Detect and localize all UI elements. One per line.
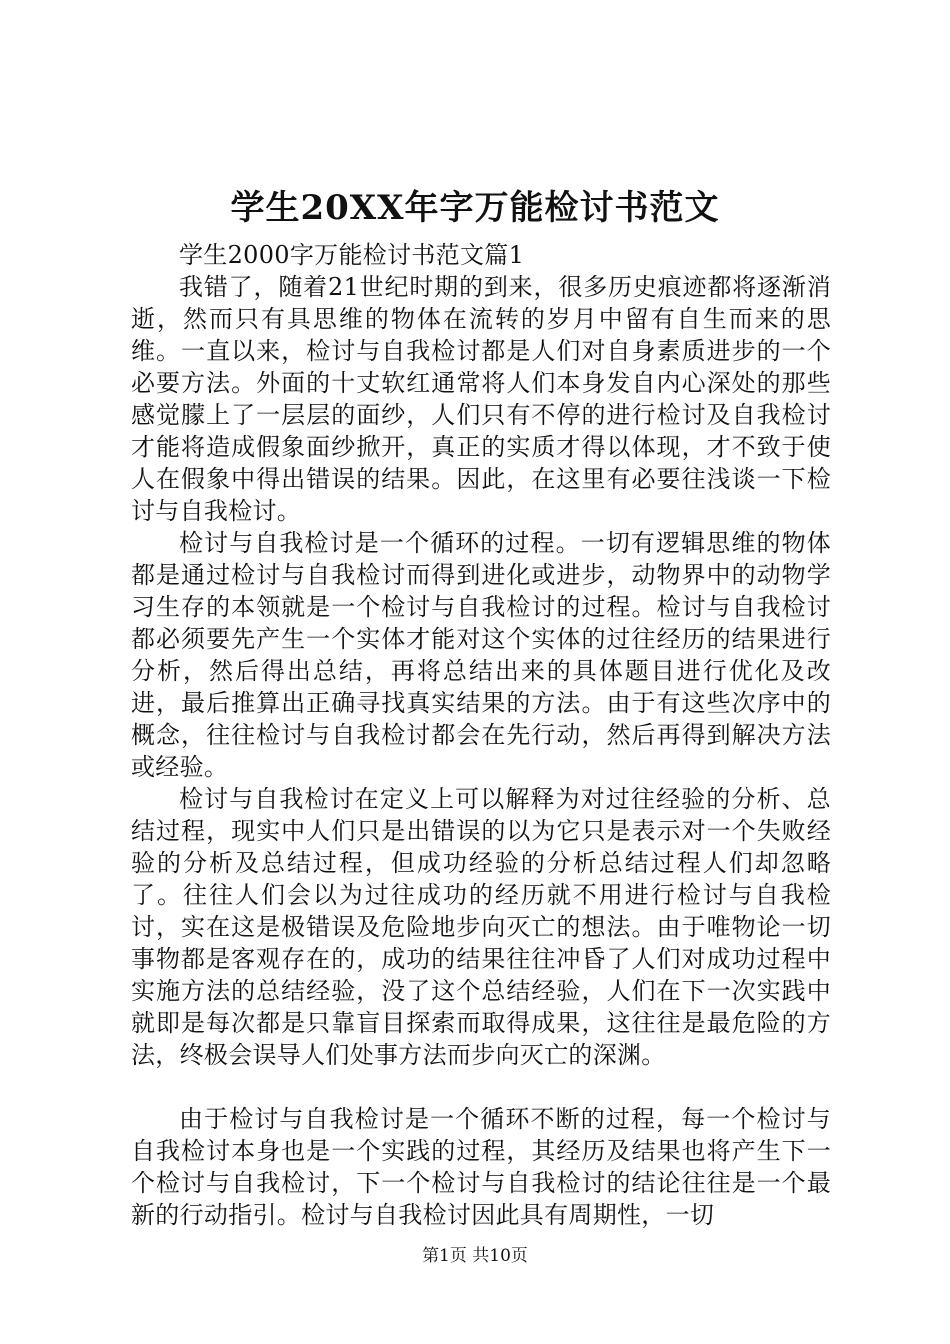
document-title: 学生20XX年字万能检讨书范文 — [230, 188, 720, 228]
paragraph: 检讨与自我检讨在定义上可以解释为对过往经验的分析、总结过程，现实中人们只是出错误的以为它只是表示对一个失败经验的分析及总结过程，但成功经验的分析总结过程人们却忽略了。往往人们会以为过往成功的经历就不用进行检讨与自我检讨，实在这是极错误及危险地步向灭亡的想法。由于唯物论一切事物都是客观存在的，成功的结果往往冲昏了人们对成功过程中实施方法的总结经验，没了这个总结经验，人们在下一次实践中就即是每次都是只靠盲目探索而取得成果，这往往是最危险的方法，终极会误导人们处事方法而步向灭亡的深渊。 — [131, 785, 831, 1069]
paragraph: 由于检讨与自我检讨是一个循环不断的过程，每一个检讨与自我检讨本身也是一个实践的过程，其经历及结果也将产生下一个检讨与自我检讨，下一个检讨与自我检讨的结论往往是一个最新的行动指引。检讨与自我检讨因此具有周期性，一切 — [131, 1105, 831, 1229]
paragraph: 检讨与自我检讨是一个循环的过程。一切有逻辑思维的物体都是通过检讨与自我检讨而得到进化或进步，动物界中的动物学习生存的本领就是一个检讨与自我检讨的过程。检讨与自我检讨都必须要先产生一个实体才能对这个实体的过往经历的结果进行分析，然后得出总结，再将总结出来的具体题目进行优化及改进，最后推算出正确寻找真实结果的方法。由于有这些次序中的概念，往往检讨与自我检讨都会在先行动，然后再得到解决方法或经验。 — [131, 529, 831, 781]
section-heading: 学生2000字万能检讨书范文篇1 — [179, 241, 525, 269]
page-number-footer: 第1页 共10页 — [422, 1246, 528, 1266]
paragraph: 我错了，随着21世纪时期的到来，很多历史痕迹都将逐渐消逝，然而只有具思维的物体在流转的岁月中留有自生而来的思维。一直以来，检讨与自我检讨都是人们对自身素质进步的一个必要方法。外面的十丈软红通常将人们本身发自内心深处的那些感觉朦上了一层层的面纱，人们只有不停的进行检讨及自我检讨才能将造成假象面纱掀开，真正的实质才得以体现，才不致于使人在假象中得出错误的结果。因此，在这里有必要往浅谈一下检讨与自我检讨。 — [131, 273, 831, 525]
document-body — [131, 239, 831, 1231]
